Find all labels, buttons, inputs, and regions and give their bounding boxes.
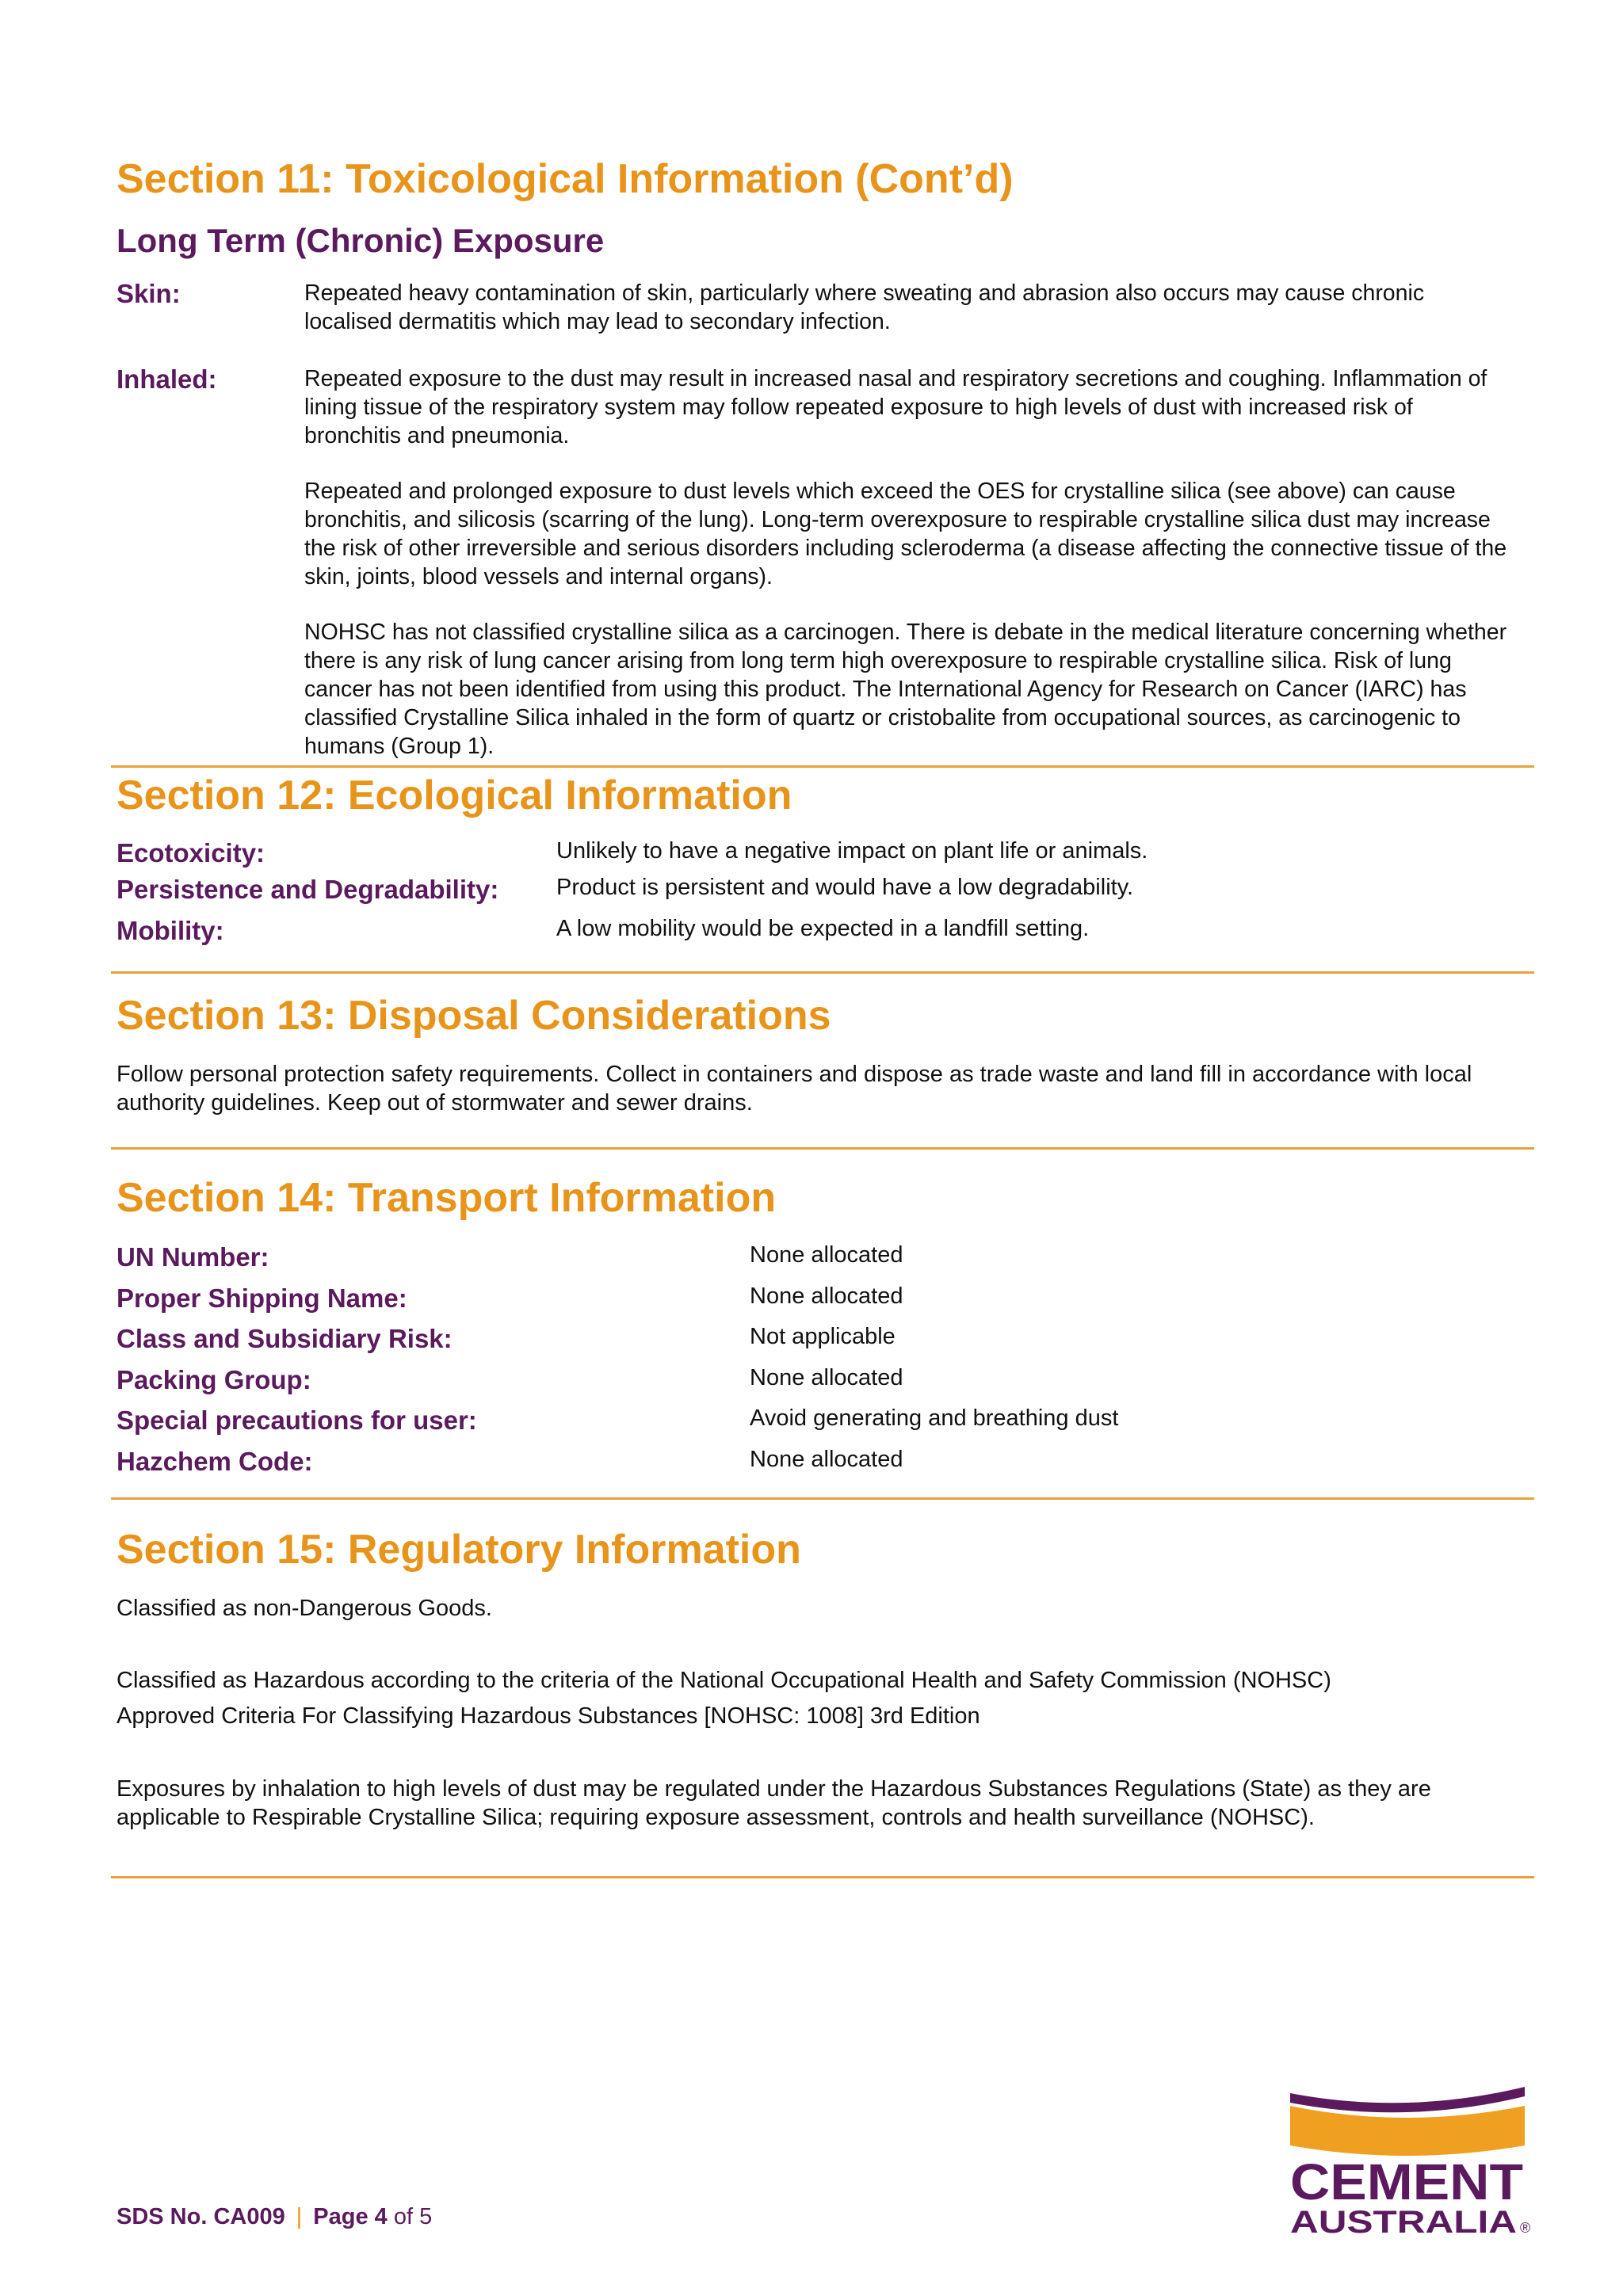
disposal-text: Follow personal protection safety requirements. Collect in containers and dispose as trade waste and land fill in accordance with local authority guidelines. Keep out of stormwater and sewer drains.	[116, 1062, 1472, 1116]
special-precautions-value: Avoid generating and breathing dust	[750, 1405, 1119, 1431]
inhaled-label: Inhaled:	[116, 364, 217, 394]
regulatory-paragraph-3: Exposures by inhalation to high levels of dust may be regulated under the Hazardous Substances Regulations (State) as they are applicable to Respirable Crystalline Silica; requiring exposure assessment, controls and health surveillance (NOHSC).	[116, 1776, 1431, 1830]
ecotoxicity-label: Ecotoxicity:	[116, 838, 265, 868]
section-12-title: Section 12: Ecological Information	[116, 772, 792, 818]
regulatory-paragraph-2-line-1: Classified as Hazardous according to the criteria of the National Occupational Health and Safety Commission (NOHSC)	[116, 1668, 1331, 1693]
packing-group-value: None allocated	[750, 1365, 903, 1390]
special-precautions-label: Special precautions for user:	[116, 1405, 477, 1435]
ecotoxicity-value: Unlikely to have a negative impact on plant life or animals.	[556, 838, 1148, 864]
logo-word-cement: CEMENT	[1290, 2153, 1523, 2210]
persistence-label: Persistence and Degradability:	[116, 875, 499, 904]
section-11-title: Section 11: Toxicological Information (Cont’d)	[116, 156, 1014, 202]
section-divider	[111, 1147, 1534, 1150]
logo-purple-swoosh	[1290, 2087, 1525, 2112]
section-14-title: Section 14: Transport Information	[116, 1175, 777, 1221]
section-13-title: Section 13: Disposal Considerations	[116, 993, 831, 1039]
footer	[116, 2204, 432, 2230]
section-divider	[111, 765, 1534, 768]
regulatory-paragraph-2-line-2: Approved Criteria For Classifying Hazardous Substances [NOHSC: 1008] 3rd Edition	[116, 1703, 980, 1729]
footer-separator: |	[296, 2204, 303, 2229]
logo-graphic	[1287, 2077, 1541, 2252]
shipping-name-label: Proper Shipping Name:	[116, 1283, 407, 1313]
logo-registered-mark: ®	[1520, 2220, 1531, 2236]
skin-text: Repeated heavy contamination of skin, particularly where sweating and abrasion also occurs may cause chronic localised dermatitis which may lead to secondary infection.	[304, 280, 1425, 334]
un-number-label: UN Number:	[116, 1242, 269, 1272]
hazchem-code-value: None allocated	[750, 1447, 903, 1472]
page-word: Page	[313, 2204, 369, 2229]
inhaled-paragraph-1: Repeated exposure to the dust may result in increased nasal and respiratory secretions and coughing. Inflammation of lining tissue of the respiratory system may follow repeated exposure to high levels of dust with increased risk of bronchitis and pneumonia.	[304, 366, 1487, 448]
class-risk-label: Class and Subsidiary Risk:	[116, 1324, 453, 1353]
inhaled-paragraph-2: Repeated and prolonged exposure to dust levels which exceed the OES for crystalline silica (see above) can cause bronchitis, and silicosis (scarring of the lung). Long-term overexposure to respirable crystalline silica dust may increase the risk of other irreversible and serious disorders including scleroderma (a disease affecting the connective tissue of the skin, joints, blood vessels and internal organs).	[304, 479, 1507, 589]
shipping-name-value: None allocated	[750, 1283, 903, 1309]
class-risk-value: Not applicable	[750, 1324, 896, 1349]
persistence-value: Product is persistent and would have a low degradability.	[556, 875, 1134, 900]
section-divider	[111, 971, 1534, 974]
skin-label: Skin:	[116, 279, 181, 308]
regulatory-paragraph-1: Classified as non-Dangerous Goods.	[116, 1596, 492, 1621]
packing-group-label: Packing Group:	[116, 1365, 311, 1394]
section-11-subtitle: Long Term (Chronic) Exposure	[116, 222, 605, 259]
sds-number: SDS No. CA009	[116, 2204, 285, 2229]
logo-word-australia: AUSTRALIA	[1290, 2205, 1517, 2240]
un-number-value: None allocated	[750, 1242, 903, 1268]
mobility-value: A low mobility would be expected in a landfill setting.	[556, 916, 1090, 941]
page-number: 4	[374, 2204, 388, 2229]
section-divider	[111, 1497, 1534, 1500]
section-divider	[111, 1876, 1534, 1878]
logo-orange-band	[1290, 2106, 1525, 2156]
cement-australia-logo	[1287, 2077, 1541, 2252]
inhaled-paragraph-3: NOHSC has not classified crystalline silica as a carcinogen. There is debate in the medical literature concerning whether there is any risk of lung cancer arising from long term high overexposure to respirable crystalline silica. Risk of lung cancer has not been identified from using this product. The International Agency for Research on Cancer (IARC) has classified Crystalline Silica inhaled in the form of quartz or cristobalite from occupational sources, as carcinogenic to humans (Group 1).	[304, 620, 1507, 759]
mobility-label: Mobility:	[116, 916, 224, 945]
page-total: of 5	[393, 2204, 433, 2229]
hazchem-code-label: Hazchem Code:	[116, 1447, 313, 1476]
section-15-title: Section 15: Regulatory Information	[116, 1527, 801, 1573]
